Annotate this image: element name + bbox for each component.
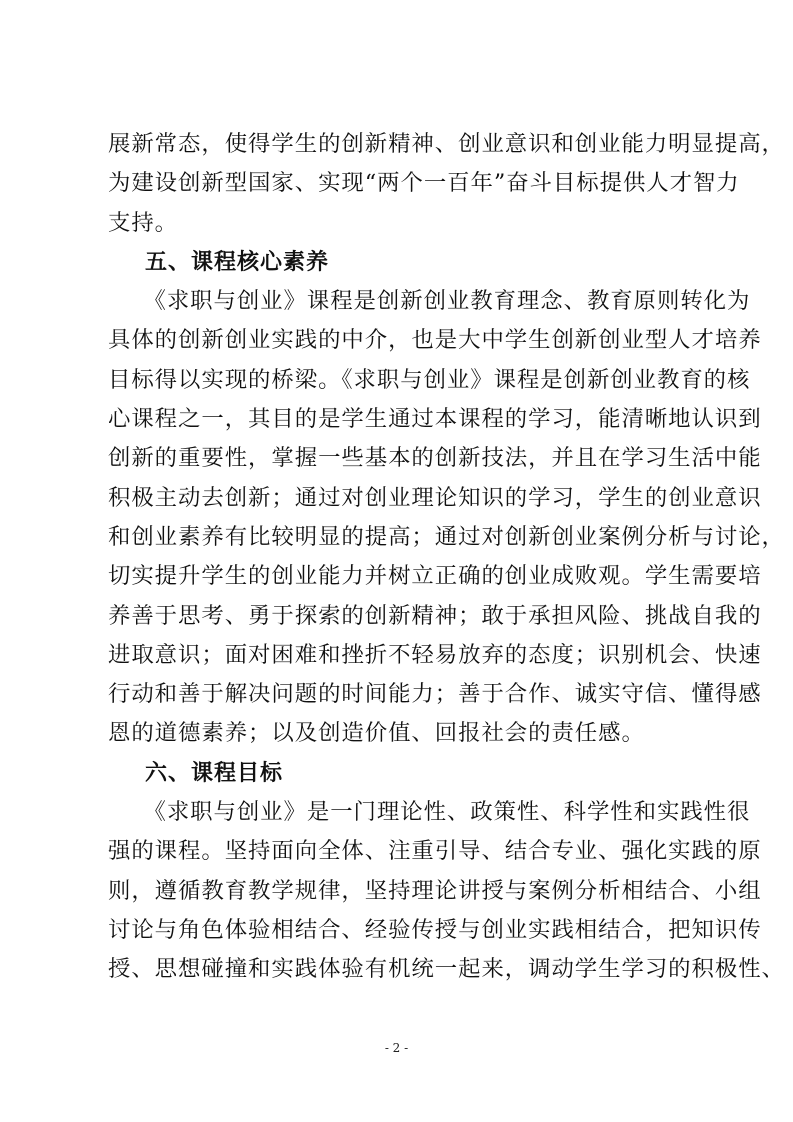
section-heading-course-objectives: 六、课程目标 [145,760,284,786]
paragraph-line: 展新常态，使得学生的创新精神、创业意识和创业能力明显提高， [108,131,785,157]
paragraph-line: 《求职与创业》课程是创新创业教育理念、教育原则转化为 [108,288,751,315]
paragraph-line: 创新的重要性，掌握一些基本的创新技法，并且在学习生活中能 [108,445,762,472]
paragraph-line: 进取意识；面对困难和挫折不轻易放弃的态度；识别机会、快速 [108,641,762,668]
paragraph-line: 积极主动去创新；通过对创业理论知识的学习，学生的创业意识 [108,484,762,511]
paragraph-line: 讨论与角色体验相结合、经验传授与创业实践相结合，把知识传 [108,916,762,943]
paragraph-line: 强的课程。坚持面向全体、注重引导、结合专业、强化实践的原 [108,838,762,865]
section-heading-core-literacy: 五、课程核心素养 [145,249,330,275]
paragraph-line: 则，遵循教育教学规律，坚持理论讲授与案例分析相结合、小组 [108,877,762,904]
paragraph-line: 授、思想碰撞和实践体验有机统一起来，调动学生学习的积极性、 [108,956,785,983]
paragraph-line: 支持。 [108,209,179,236]
page-number: - 2 - [384,1041,409,1055]
paragraph-line: 《求职与创业》是一门理论性、政策性、科学性和实践性很 [108,799,751,826]
paragraph-line: 行动和善于解决问题的时间能力；善于合作、诚实守信、懂得感 [108,681,762,708]
body-text [108,125,785,990]
paragraph-line: 切实提升学生的创业能力并树立正确的创业成败观。学生需要培 [108,563,762,590]
paragraph-line: 目标得以实现的桥梁。《求职与创业》课程是创新创业教育的核 [108,366,751,393]
paragraph-line: 恩的道德素养；以及创造价值、回报社会的责任感。 [108,720,645,747]
paragraph-line: 养善于思考、勇于探索的创新精神；敢于承担风险、挑战自我的 [108,602,762,629]
paragraph-line: 为建设创新型国家、实现“两个一百年”奋斗目标提供人才智力 [108,170,740,197]
paragraph-line: 和创业素养有比较明显的提高；通过对创新创业案例分析与讨论， [108,523,785,550]
paragraph-line: 具体的创新创业实践的中介，也是大中学生创新创业型人才培养 [108,327,762,354]
paragraph-line: 心课程之一，其目的是学生通过本课程的学习，能清晰地认识到 [108,406,762,433]
